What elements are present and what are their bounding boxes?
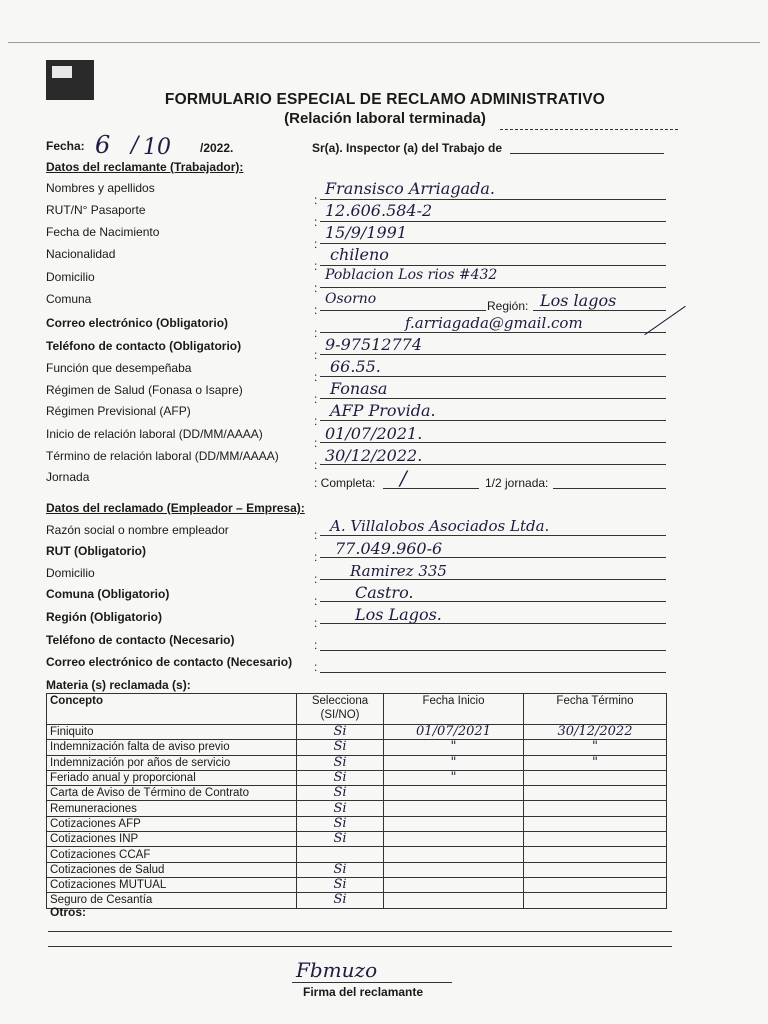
- cell-termino[interactable]: [524, 877, 667, 892]
- cell-concepto: Finiquito: [47, 725, 297, 740]
- value-correo[interactable]: f.arriagada@gmail.com: [405, 314, 583, 332]
- colon: :: [314, 193, 318, 207]
- field-label-termino: Término de relación laboral (DD/MM/AAAA): [46, 449, 279, 463]
- form-subtitle: (Relación laboral terminada): [284, 110, 486, 127]
- cell-concepto: Indemnización por años de servicio: [47, 755, 297, 770]
- colon: :: [314, 215, 318, 229]
- cell-termino[interactable]: ": [524, 740, 667, 755]
- emp-line-telefono[interactable]: [320, 650, 666, 651]
- cell-sel[interactable]: Si: [297, 786, 384, 801]
- cell-inicio[interactable]: [384, 801, 524, 816]
- emp-value-domicilio[interactable]: Ramirez 335: [350, 562, 447, 580]
- field-line-nombres[interactable]: [320, 199, 666, 200]
- top-divider: [8, 42, 760, 43]
- col-selecciona: Selecciona (SI/NO): [297, 694, 384, 725]
- cell-inicio[interactable]: [384, 893, 524, 908]
- emp-label-comuna: Comuna (Obligatorio): [46, 587, 170, 601]
- form-title: FORMULARIO ESPECIAL DE RECLAMO ADMINISTRATIVO: [164, 91, 606, 108]
- value-afp[interactable]: AFP Provida.: [330, 401, 436, 420]
- emp-label-razon: Razón social o nombre empleador: [46, 523, 229, 537]
- employer-section-title: Datos del reclamado (Empleador – Empresa):: [46, 501, 305, 515]
- emp-value-razon[interactable]: A. Villalobos Asociados Ltda.: [330, 517, 550, 535]
- cell-inicio[interactable]: ": [384, 755, 524, 770]
- col-fecha-inicio: Fecha Inicio: [384, 694, 524, 725]
- inspector-label: Sr(a). Inspector (a) del Trabajo de: [312, 141, 503, 155]
- cell-termino[interactable]: [524, 862, 667, 877]
- date-month[interactable]: 10: [143, 135, 171, 160]
- cell-inicio[interactable]: [384, 816, 524, 831]
- emp-label-region: Región (Obligatorio): [46, 610, 162, 624]
- dashed-line: [500, 129, 678, 130]
- cell-concepto: Cotizaciones CCAF: [47, 847, 297, 862]
- cell-inicio[interactable]: ": [384, 740, 524, 755]
- cell-termino[interactable]: [524, 893, 667, 908]
- cell-termino[interactable]: [524, 770, 667, 785]
- table-row: [47, 801, 667, 816]
- value-inicio[interactable]: 01/07/2021.: [325, 424, 423, 443]
- table-row: [47, 755, 667, 770]
- cell-sel[interactable]: Si: [297, 755, 384, 770]
- jornada-completa-line[interactable]: [383, 488, 479, 489]
- colon: :: [314, 436, 318, 450]
- emp-value-region[interactable]: Los Lagos.: [355, 605, 442, 624]
- field-label-telefono: Teléfono de contacto (Obligatorio): [46, 339, 242, 353]
- field-label-salud: Régimen de Salud (Fonasa o Isapre): [46, 383, 243, 397]
- colon: :: [314, 458, 318, 472]
- colon: :: [314, 660, 318, 674]
- field-line-correo[interactable]: [320, 332, 666, 333]
- field-label-nacionalidad: Nacionalidad: [46, 247, 116, 261]
- cell-sel[interactable]: [297, 847, 384, 862]
- field-label-correo: Correo electrónico (Obligatorio): [46, 316, 229, 330]
- date-label: Fecha:: [46, 139, 85, 153]
- cell-sel[interactable]: Si: [297, 725, 384, 740]
- field-label-domicilio: Domicilio: [46, 270, 95, 284]
- cell-inicio[interactable]: [384, 862, 524, 877]
- emp-value-comuna[interactable]: Castro.: [355, 583, 414, 602]
- value-domicilio[interactable]: Poblacion Los rios #432: [325, 267, 498, 283]
- cell-concepto: Carta de Aviso de Término de Contrato: [47, 786, 297, 801]
- cell-concepto: Cotizaciones MUTUAL: [47, 877, 297, 892]
- value-comuna[interactable]: Osorno: [325, 291, 377, 307]
- date-day[interactable]: 6: [95, 131, 111, 159]
- cell-inicio[interactable]: [384, 832, 524, 847]
- otros-line-2[interactable]: [48, 946, 672, 947]
- value-salud[interactable]: Fonasa: [330, 379, 388, 398]
- cell-termino[interactable]: 30/12/2022: [524, 725, 667, 740]
- table-row: [47, 770, 667, 785]
- emp-label-rut: RUT (Obligatorio): [46, 544, 146, 558]
- value-rut[interactable]: 12.606.584-2: [325, 201, 433, 220]
- colon: :: [314, 392, 318, 406]
- table-row: [47, 786, 667, 801]
- date-slash: /: [131, 133, 139, 158]
- field-line-funcion[interactable]: [320, 376, 666, 377]
- field-line-nacionalidad[interactable]: [320, 265, 666, 266]
- cell-concepto: Seguro de Cesantía: [47, 893, 297, 908]
- table-row: [47, 847, 667, 862]
- region-label: Región:: [487, 299, 529, 313]
- colon: :: [314, 281, 318, 295]
- otros-line-1[interactable]: [48, 931, 672, 932]
- colon: :: [314, 528, 318, 542]
- emp-label-correo: Correo electrónico de contacto (Necesario): [46, 655, 293, 669]
- cell-concepto: Cotizaciones AFP: [47, 816, 297, 831]
- emp-line-correo[interactable]: [320, 672, 666, 673]
- materia-table: [46, 693, 667, 909]
- jornada-media-label: 1/2 jornada:: [485, 476, 549, 490]
- cell-inicio[interactable]: [384, 847, 524, 862]
- emp-value-rut[interactable]: 77.049.960-6: [335, 539, 443, 558]
- cell-sel[interactable]: Si: [297, 740, 384, 755]
- col-concepto: Concepto: [47, 694, 297, 725]
- value-nombres[interactable]: Fransisco Arriagada.: [325, 179, 495, 198]
- cell-sel[interactable]: Si: [297, 832, 384, 847]
- cell-termino[interactable]: [524, 832, 667, 847]
- colon: :: [314, 370, 318, 384]
- cell-termino[interactable]: [524, 816, 667, 831]
- value-nacimiento[interactable]: 15/9/1991: [325, 223, 408, 242]
- cell-sel[interactable]: Si: [297, 862, 384, 877]
- colon: :: [314, 303, 318, 317]
- table-row: [47, 740, 667, 755]
- cell-concepto: Cotizaciones de Salud: [47, 862, 297, 877]
- cell-sel[interactable]: Si: [297, 877, 384, 892]
- jornada-completa-label: : Completa:: [314, 476, 376, 490]
- worker-section-title: Datos del reclamante (Trabajador):: [46, 160, 244, 174]
- cell-concepto: Feriado anual y proporcional: [47, 770, 297, 785]
- field-line-rut[interactable]: [320, 221, 666, 222]
- table-row: [47, 725, 667, 740]
- emp-label-telefono: Teléfono de contacto (Necesario): [46, 633, 235, 647]
- colon: :: [314, 259, 318, 273]
- field-label-inicio: Inicio de relación laboral (DD/MM/AAAA): [46, 427, 263, 441]
- cell-inicio[interactable]: 01/07/2021: [384, 725, 524, 740]
- cell-inicio[interactable]: ": [384, 770, 524, 785]
- materia-title: Materia (s) reclamada (s):: [46, 678, 191, 692]
- field-line-nacimiento[interactable]: [320, 243, 666, 244]
- cell-inicio[interactable]: [384, 877, 524, 892]
- value-funcion[interactable]: 66.55.: [330, 357, 381, 376]
- table-row: [47, 816, 667, 831]
- colon: :: [314, 550, 318, 564]
- cell-termino[interactable]: [524, 847, 667, 862]
- table-row: [47, 893, 667, 908]
- otros-label: Otros:: [50, 905, 86, 919]
- signature-label: Firma del reclamante: [303, 985, 424, 999]
- colon: :: [314, 237, 318, 251]
- field-label-nombres: Nombres y apellidos: [46, 181, 155, 195]
- field-line-region[interactable]: [533, 310, 666, 311]
- government-logo: [46, 60, 94, 100]
- value-nacionalidad[interactable]: chileno: [330, 245, 389, 264]
- field-label-rut: RUT/N° Pasaporte: [46, 203, 146, 217]
- signature-handwriting: Fbmuzo: [296, 958, 378, 982]
- field-line-domicilio[interactable]: [320, 287, 666, 288]
- table-row: [47, 832, 667, 847]
- field-label-nacimiento: Fecha de Nacimiento: [46, 225, 160, 239]
- value-termino[interactable]: 30/12/2022.: [325, 446, 423, 465]
- cell-concepto: Indemnización falta de aviso previo: [47, 740, 297, 755]
- cell-sel[interactable]: Si: [297, 816, 384, 831]
- inspector-line[interactable]: [510, 153, 664, 154]
- field-label-afp: Régimen Previsional (AFP): [46, 404, 191, 418]
- colon: :: [314, 348, 318, 362]
- cell-concepto: Cotizaciones INP: [47, 832, 297, 847]
- table-row: [47, 862, 667, 877]
- field-line-salud[interactable]: [320, 398, 666, 399]
- field-label-funcion: Función que desempeñaba: [46, 361, 192, 375]
- emp-line-razon[interactable]: [320, 535, 666, 536]
- field-line-comuna[interactable]: [320, 310, 486, 311]
- field-line-afp[interactable]: [320, 420, 666, 421]
- colon: :: [314, 594, 318, 608]
- field-line-telefono[interactable]: [320, 354, 666, 355]
- emp-label-domicilio: Domicilio: [46, 566, 95, 580]
- colon: :: [314, 414, 318, 428]
- cell-inicio[interactable]: [384, 786, 524, 801]
- date-year: /2022.: [200, 141, 234, 155]
- field-label-comuna: Comuna: [46, 292, 92, 306]
- cell-sel[interactable]: Si: [297, 893, 384, 908]
- colon: :: [314, 326, 318, 340]
- cell-termino[interactable]: [524, 801, 667, 816]
- cell-termino[interactable]: ": [524, 755, 667, 770]
- value-region[interactable]: Los lagos: [540, 291, 617, 310]
- field-label-jornada: Jornada: [46, 470, 90, 484]
- signature-line[interactable]: [292, 982, 452, 983]
- colon: :: [314, 616, 318, 630]
- cell-concepto: Remuneraciones: [47, 801, 297, 816]
- cell-sel[interactable]: Si: [297, 770, 384, 785]
- value-telefono[interactable]: 9-97512774: [325, 335, 423, 354]
- jornada-completa-mark: /: [400, 466, 407, 490]
- cell-termino[interactable]: [524, 786, 667, 801]
- cell-sel[interactable]: Si: [297, 801, 384, 816]
- jornada-media-line[interactable]: [553, 488, 666, 489]
- table-row: [47, 877, 667, 892]
- colon: :: [314, 638, 318, 652]
- colon: :: [314, 572, 318, 586]
- col-fecha-termino: Fecha Término: [524, 694, 667, 725]
